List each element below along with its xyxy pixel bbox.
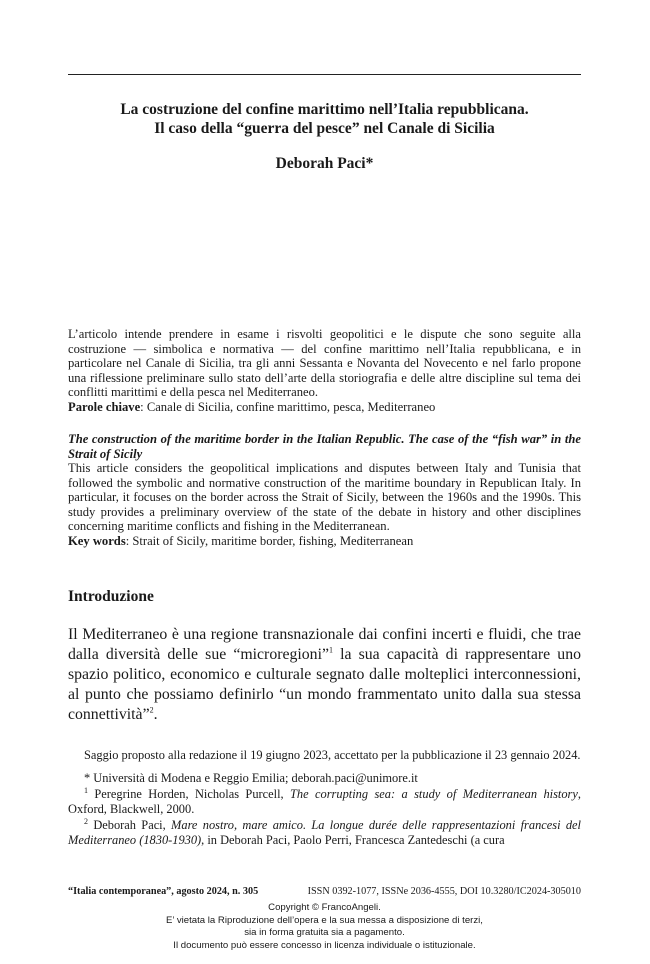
footnote-2-author: Deborah Paci, xyxy=(88,818,172,832)
footnote-1-authors: Peregrine Horden, Nicholas Purcell, xyxy=(88,787,291,801)
keywords-label-italian: Parole chiave xyxy=(68,399,141,414)
footnote-2 xyxy=(68,818,581,847)
body-text-part-2: la sua capacità di rappresentare uno spazio politico, economico e culturale segnato dalle molteplici interconnessioni, al punto che possiamo definirlo “un mondo frammentato unito dalla sua stessa connettività” xyxy=(68,646,581,723)
keywords-label-english: Key words xyxy=(68,533,126,548)
abstract-italian-text: L’articolo intende prendere in esame i risvolti geopolitici e le dispute che sono seguite alla costruzione — simbolica e normativa — del confine marittimo nell’Italia repubblicana, e in particolare nel Canale di Sicilia, tra gli anni Sessanta e Novanta del Novecento e nel farlo propone una riflessione preliminare sullo stato dell’arte della storiografia e delle altre discipline sul tema dei conflitti marittimi e della pesca nel Mediterraneo. xyxy=(68,327,581,399)
section-heading: Introduzione xyxy=(68,588,154,605)
copyright-line-1: Copyright © FrancoAngeli. xyxy=(268,902,381,913)
author-name: Deborah Paci* xyxy=(275,155,374,172)
copyright-line-4: Il documento può essere concesso in licenza individuale o istituzionale. xyxy=(173,939,476,951)
abstract-english-text: This article considers the geopolitical implications and disputes between Italy and Tunisia that followed the symbolic and normative construction of the maritime boundary in Republican Italy. In particular, it focuses on the border across the Strait of Sicily, between the 1960s and the 1990s. This study provides a preliminary overview of the state of the debate in history and other disciplines concerning maritime conflicts and fishing in the Mediterranean. xyxy=(68,461,581,533)
keywords-english: : Strait of Sicily, maritime border, fishing, Mediterranean xyxy=(125,533,414,548)
footnote-ref-1[interactable]: 1 xyxy=(328,645,333,655)
footnote-2-mark: 2 xyxy=(84,816,88,826)
keywords-italian: : Canale di Sicilia, confine marittimo, pesca, Mediterraneo xyxy=(140,399,436,414)
affiliation-note: * Università di Modena e Reggio Emilia; deborah.paci@unimore.it xyxy=(84,770,418,785)
footnote-1-title: The corrupting sea: a study of Mediterranean history xyxy=(290,787,578,801)
copyright-notice xyxy=(68,902,581,952)
footnote-1-rest: , Oxford, Blackwell, 2000. xyxy=(68,787,581,816)
abstract-english-title: The construction of the maritime border in the Italian Republic. The case of the “fish war” in the Strait of Sicily xyxy=(68,432,581,461)
body-paragraph xyxy=(68,625,581,725)
footnote-2-title: Mare nostro, mare amico. La longue durée delle rappresentazioni francesi del Mediterraneo (1830-1930) xyxy=(68,818,581,847)
footnotes xyxy=(68,748,581,849)
footnote-2-rest: , in Deborah Paci, Paolo Perri, Francesca Zantedeschi (a cura xyxy=(201,832,505,847)
issn-doi: ISSN 0392-1077, ISSNe 2036-4555, DOI 10.3280/IC2024-305010 xyxy=(307,886,581,897)
article-title-line-2: Il caso della “guerra del pesce” nel Canale di Sicilia xyxy=(154,120,495,137)
footnote-ref-2[interactable]: 2 xyxy=(149,705,154,715)
abstract-italian xyxy=(68,327,581,414)
article-title-line-1: La costruzione del confine marittimo nell’Italia repubblicana. xyxy=(120,101,529,118)
header-rule xyxy=(68,74,581,75)
article-title xyxy=(68,100,581,138)
copyright-line-2: E’ vietata la Riproduzione dell’opera e la sua messa a disposizione di terzi, xyxy=(166,914,483,926)
body-text-part-3: . xyxy=(153,706,158,723)
body-text-part-1: Il Mediterraneo è una regione transnazionale dai confini incerti e fluidi, che trae dalla diversità delle sue “microregioni” xyxy=(68,626,581,663)
footnote-1 xyxy=(68,787,581,816)
copyright-line-3: sia in forma gratuita sia a pagamento. xyxy=(244,927,405,938)
journal-citation: “Italia contemporanea”, agosto 2024, n. 305 xyxy=(68,886,259,897)
footnote-1-mark: 1 xyxy=(84,785,88,795)
submission-note: Saggio proposto alla redazione il 19 giugno 2023, accettato per la pubblicazione il 23 gennaio 2024. xyxy=(84,748,581,762)
journal-footer xyxy=(68,886,581,897)
abstract-english xyxy=(68,432,581,548)
